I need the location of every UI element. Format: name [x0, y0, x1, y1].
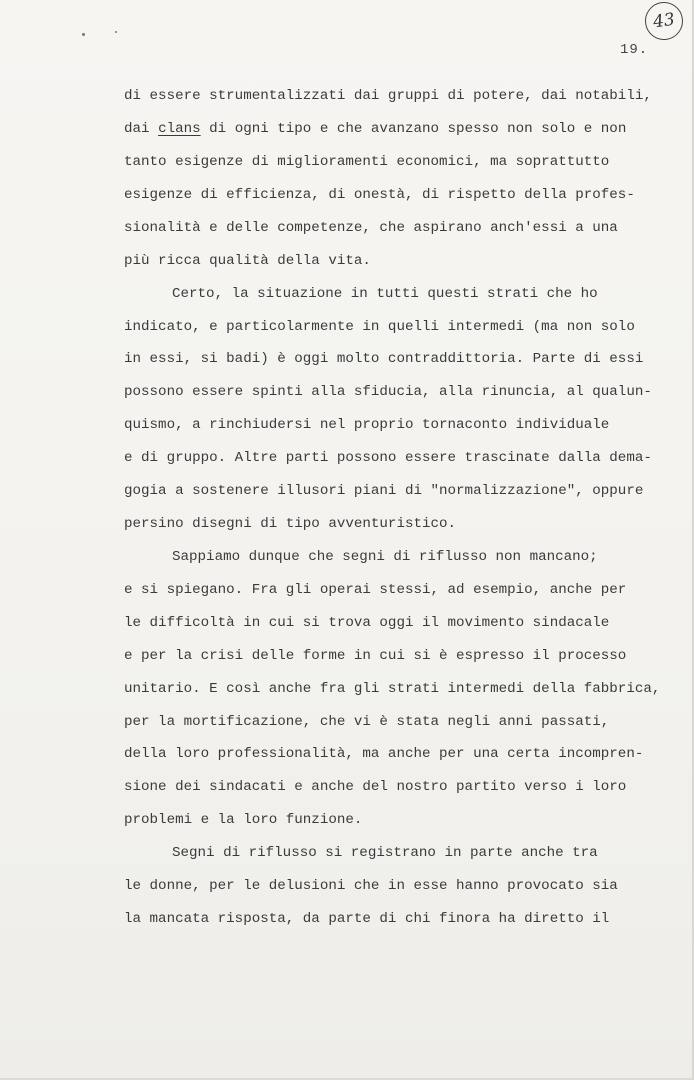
text-line: gogia a sostenere illusori piani di "normalizzazione", oppure — [124, 483, 644, 499]
text-line: esigenze di efficienza, di onestà, di rispetto della profes- — [124, 187, 635, 203]
text-line: tanto esigenze di miglioramenti economici, ma soprattutto — [124, 154, 610, 170]
ink-speck — [115, 31, 117, 33]
text-line: indicato, e particolarmente in quelli intermedi (ma non solo — [124, 319, 635, 335]
text-line: in essi, si badi) è oggi molto contraddittoria. Parte di essi — [124, 351, 644, 367]
text-line: Segni di riflusso si registrano in parte anche tra — [172, 845, 598, 861]
text-line: quismo, a rinchiudersi nel proprio tornaconto individuale — [124, 417, 610, 433]
text-line: della loro professionalità, ma anche per una certa incompren- — [124, 746, 644, 762]
text-line: possono essere spinti alla sfiducia, alla rinuncia, al qualun- — [124, 384, 652, 400]
text-line: Certo, la situazione in tutti questi strati che ho — [172, 286, 598, 302]
text-segment: dai — [124, 121, 159, 137]
text-line: per la mortificazione, che vi è stata negli anni passati, — [124, 714, 610, 730]
text-line: le difficoltà in cui si trova oggi il movimento sindacale — [124, 615, 610, 631]
text-line: e di gruppo. Altre parti possono essere trascinate dalla dema- — [124, 450, 652, 466]
archive-stamp: 43 — [643, 0, 686, 42]
ink-speck — [82, 33, 85, 36]
text-line: più ricca qualità della vita. — [124, 253, 371, 269]
text-line: sione dei sindacati e anche del nostro partito verso i loro — [124, 779, 627, 795]
text-line: sionalità e delle competenze, che aspirano anch'essi a una — [124, 220, 618, 236]
text-line: le donne, per le delusioni che in esse hanno provocato sia — [124, 878, 618, 894]
text-segment: di ogni tipo e che avanzano spesso non solo e non — [200, 121, 627, 137]
text-line: persino disegni di tipo avventuristico. — [124, 516, 457, 532]
text-line: e per la crisi delle forme in cui si è espresso il processo — [124, 648, 627, 664]
text-line — [124, 119, 626, 139]
text-line: la mancata risposta, da parte di chi finora ha diretto il — [124, 911, 610, 927]
text-line: problemi e la loro funzione. — [124, 812, 363, 828]
page-number: 19. — [620, 42, 649, 58]
text-line: e si spiegano. Fra gli operai stessi, ad esempio, anche per — [124, 582, 627, 598]
text-line: Sappiamo dunque che segni di riflusso non mancano; — [172, 549, 598, 565]
underlined-word: clans — [158, 121, 201, 137]
text-line: unitario. E così anche fra gli strati intermedi della fabbrica, — [124, 681, 661, 697]
text-line: di essere strumentalizzati dai gruppi di potere, dai notabili, — [124, 88, 652, 104]
